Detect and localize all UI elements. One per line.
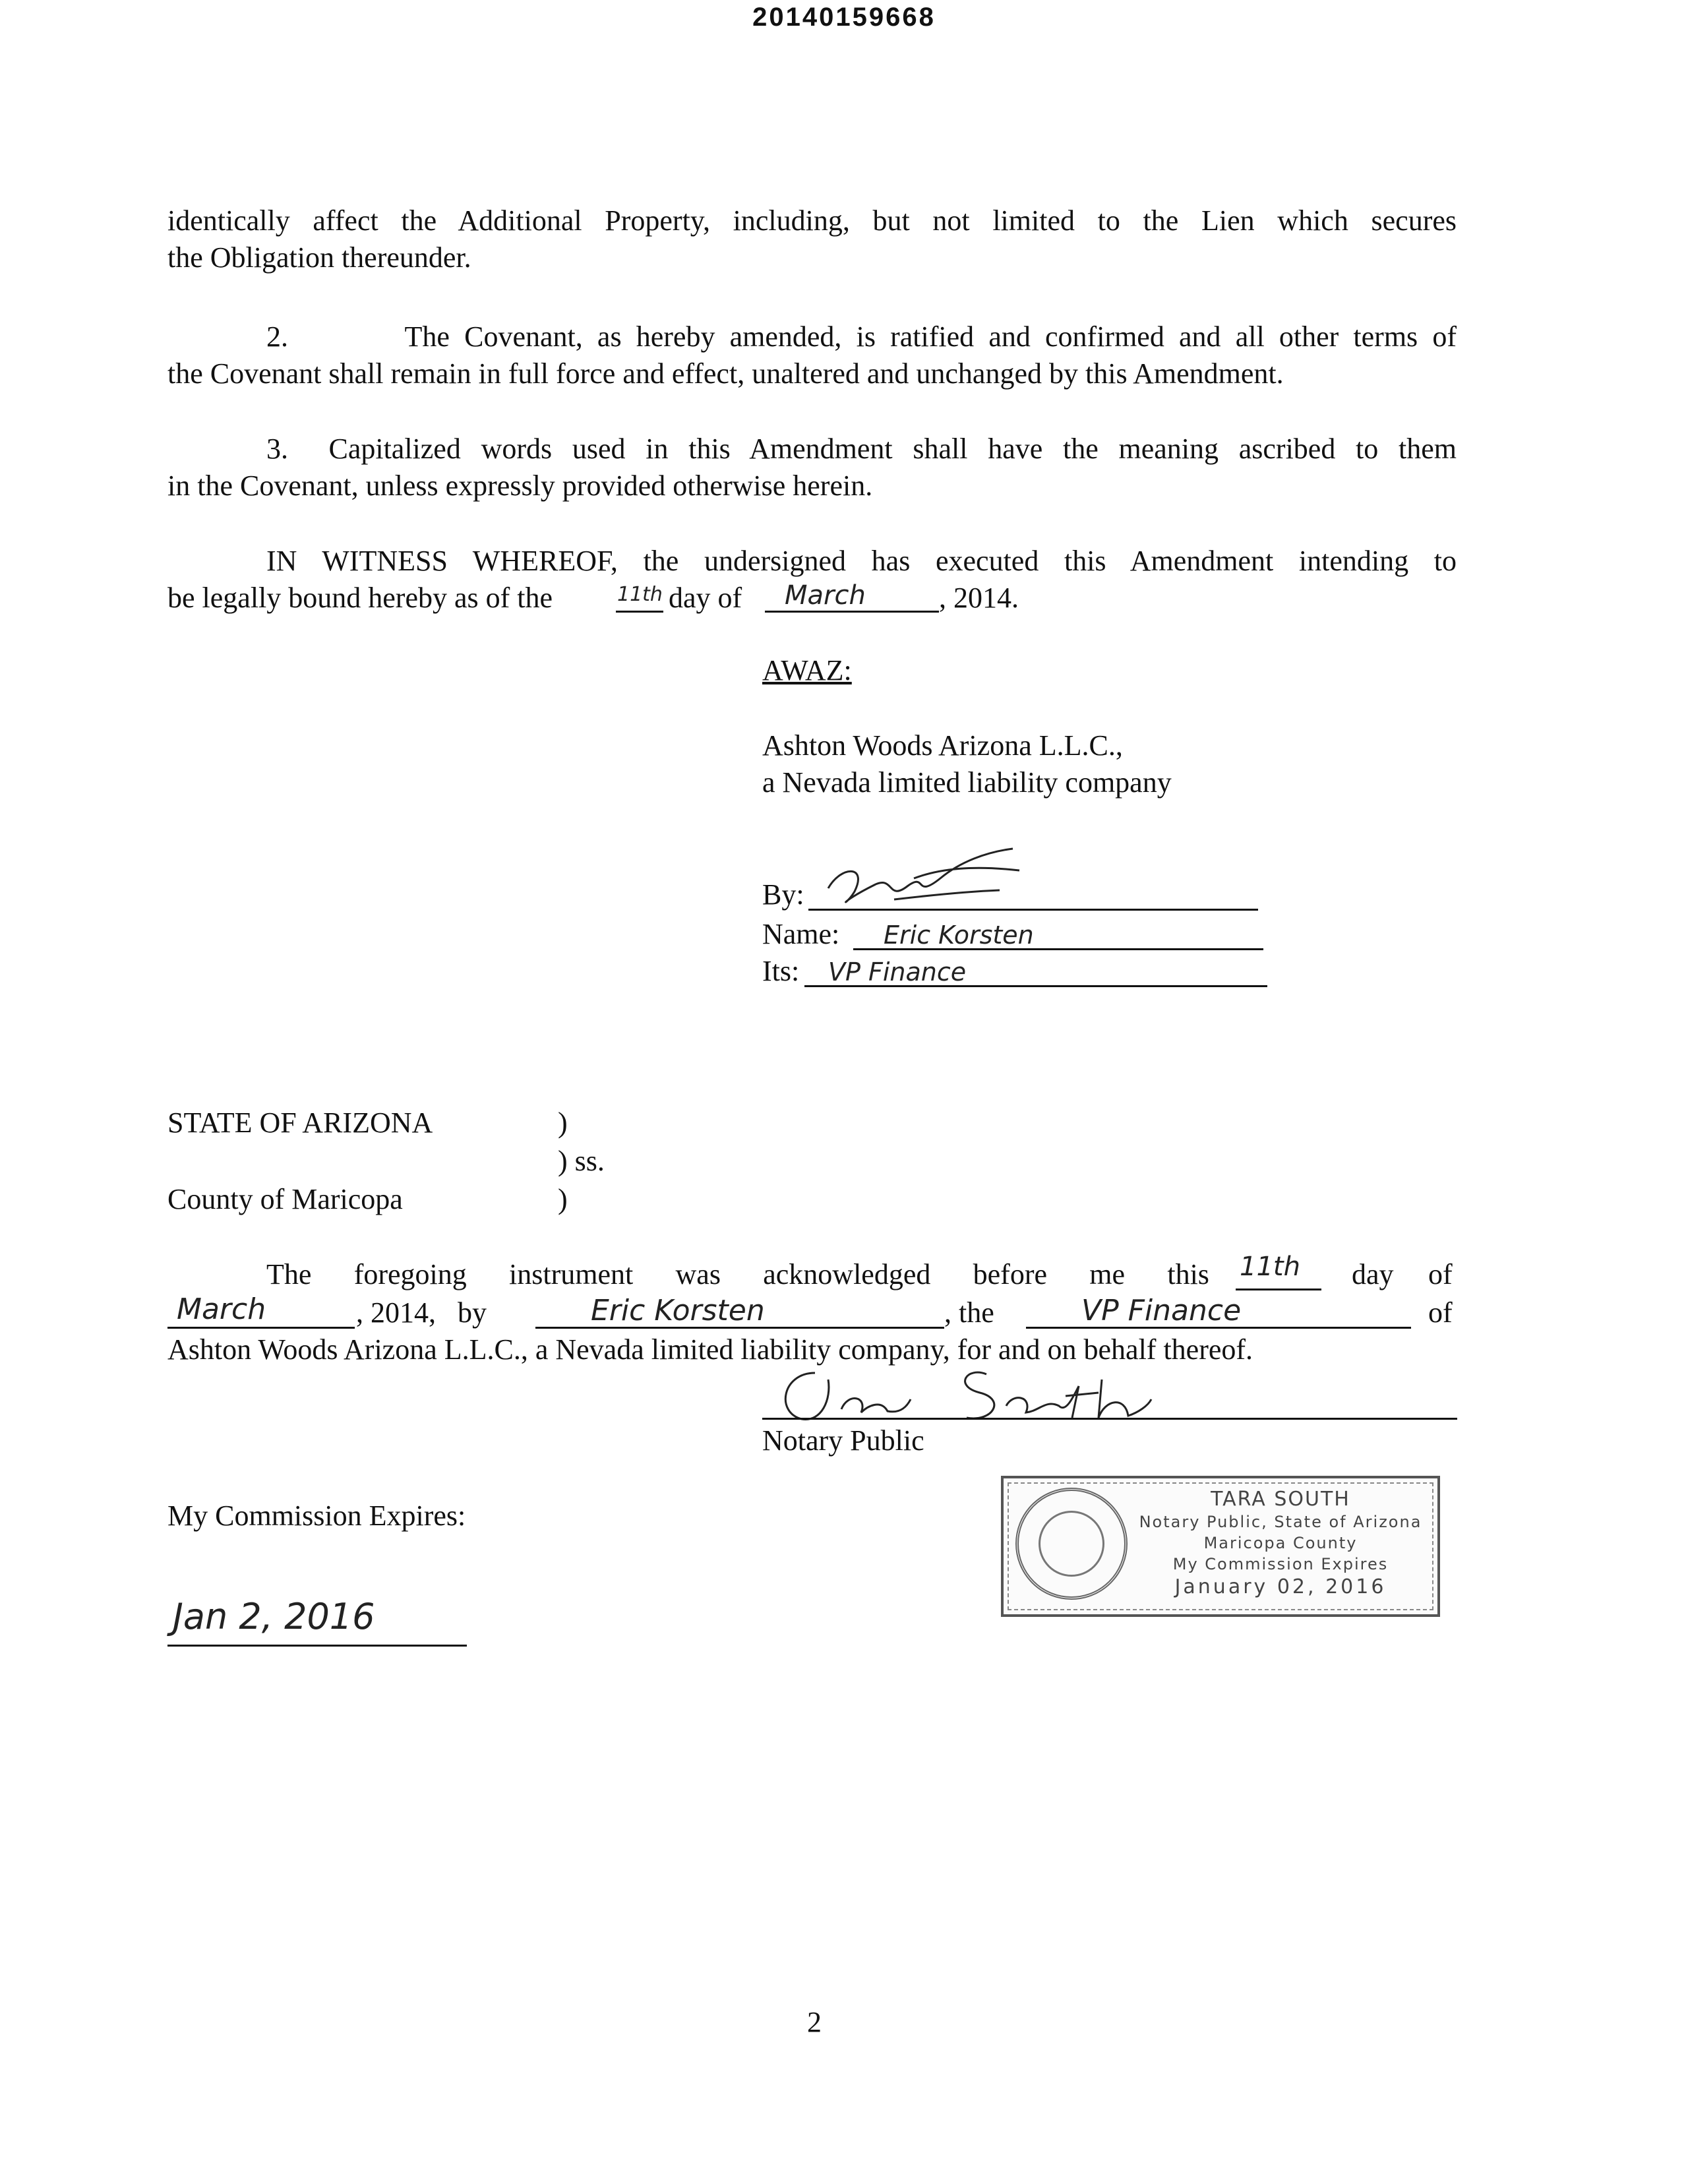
ack-word: acknowledged: [763, 1258, 931, 1290]
stamp-line-4: My Commission Expires: [1172, 1555, 1389, 1573]
notary-public-label: Notary Public: [762, 1424, 924, 1457]
paragraph-2-line-1: 2. The Covenant, as hereby amended, is ratified and confirmed and all other terms of: [266, 320, 1457, 353]
ack-the-word: , the: [944, 1296, 994, 1329]
ack-line-1: [266, 1257, 1209, 1292]
by-label: By:: [762, 878, 804, 911]
stamp-text: [1135, 1488, 1426, 1600]
stamp-line-3: Maricopa County: [1203, 1534, 1358, 1552]
state-seal-icon: [1015, 1488, 1128, 1600]
ack-line-3: Ashton Woods Arizona L.L.C., a Nevada limited liability company, for and on behalf thereof.: [167, 1333, 1253, 1366]
witness-month-line: [765, 611, 939, 613]
paragraph-1-line-2: the Obligation thereunder.: [167, 241, 471, 274]
paragraph-1-line-1: identically affect the Additional Property, including, but not limited to the Lien which secures: [167, 204, 1457, 237]
commission-date-handwritten: Jan 2, 2016: [173, 1596, 375, 1637]
notary-signature-line: [762, 1418, 1457, 1420]
its-label: Its:: [762, 955, 800, 987]
ack-month-line: [167, 1327, 355, 1329]
witness-day-handwritten: 11th: [617, 583, 663, 606]
signatory-heading: AWAZ:: [762, 654, 852, 686]
commission-label: My Commission Expires:: [167, 1500, 466, 1532]
seal-inner-ring: [1039, 1511, 1104, 1577]
paragraph-2-line-2: the Covenant shall remain in full force and effect, unaltered and unchanged by this Amendment.: [167, 357, 1284, 390]
ack-month-handwritten: March: [177, 1292, 266, 1326]
venue-county: County of Maricopa: [167, 1183, 403, 1215]
ack-of-word-2: of: [1428, 1296, 1453, 1329]
ack-word: me: [1089, 1258, 1126, 1290]
witness-day-line: [616, 611, 663, 613]
venue-paren-1: ): [558, 1107, 568, 1139]
stamp-name: TARA SOUTH: [1211, 1488, 1350, 1511]
venue-state: STATE OF ARIZONA: [167, 1107, 433, 1139]
its-handwritten: VP Finance: [828, 957, 967, 986]
by-signature: [815, 839, 1033, 918]
ack-word: before: [973, 1258, 1048, 1290]
ack-title-handwritten: VP Finance: [1081, 1294, 1242, 1327]
ack-day-handwritten: 11th: [1240, 1252, 1300, 1282]
paragraph-3-line-2: in the Covenant, unless expressly provided otherwise herein.: [167, 470, 873, 502]
company-line-1: Ashton Woods Arizona L.L.C.,: [762, 729, 1123, 762]
ack-day-word: day: [1352, 1258, 1394, 1290]
recording-number: 20140159668: [752, 3, 936, 32]
witness-prefix: be legally bound hereby as of the: [167, 582, 553, 614]
venue-ss: ) ss.: [558, 1145, 605, 1177]
page-number: 2: [807, 2006, 822, 2038]
paragraph-3-line-1: 3. Capitalized words used in this Amendment shall have the meaning ascribed to them: [266, 433, 1457, 465]
ack-word: instrument: [509, 1258, 634, 1290]
ack-word: The: [266, 1258, 312, 1290]
witness-suffix: , 2014.: [939, 582, 1019, 614]
ack-name-handwritten: Eric Korsten: [591, 1294, 765, 1327]
name-handwritten: Eric Korsten: [884, 921, 1034, 950]
stamp-date: January 02, 2016: [1174, 1575, 1387, 1598]
stamp-line-2: Notary Public, State of Arizona: [1139, 1513, 1422, 1531]
ack-year-by: , 2014, by: [356, 1296, 487, 1329]
witness-mid: day of: [669, 582, 742, 614]
ack-word: this: [1167, 1258, 1209, 1290]
witness-line-1: IN WITNESS WHEREOF, the undersigned has executed this Amendment intending to: [266, 545, 1457, 577]
name-label: Name:: [762, 918, 840, 950]
witness-month-handwritten: March: [785, 580, 866, 611]
notary-stamp: [1001, 1476, 1440, 1617]
commission-date-line: [167, 1645, 467, 1647]
ack-word: foregoing: [353, 1258, 467, 1290]
ack-of-word: of: [1428, 1258, 1453, 1290]
venue-paren-3: ): [558, 1183, 568, 1215]
ack-day-line: [1236, 1289, 1321, 1290]
company-line-2: a Nevada limited liability company: [762, 766, 1172, 799]
ack-word: was: [675, 1258, 721, 1290]
notary-signature: [769, 1360, 1158, 1426]
